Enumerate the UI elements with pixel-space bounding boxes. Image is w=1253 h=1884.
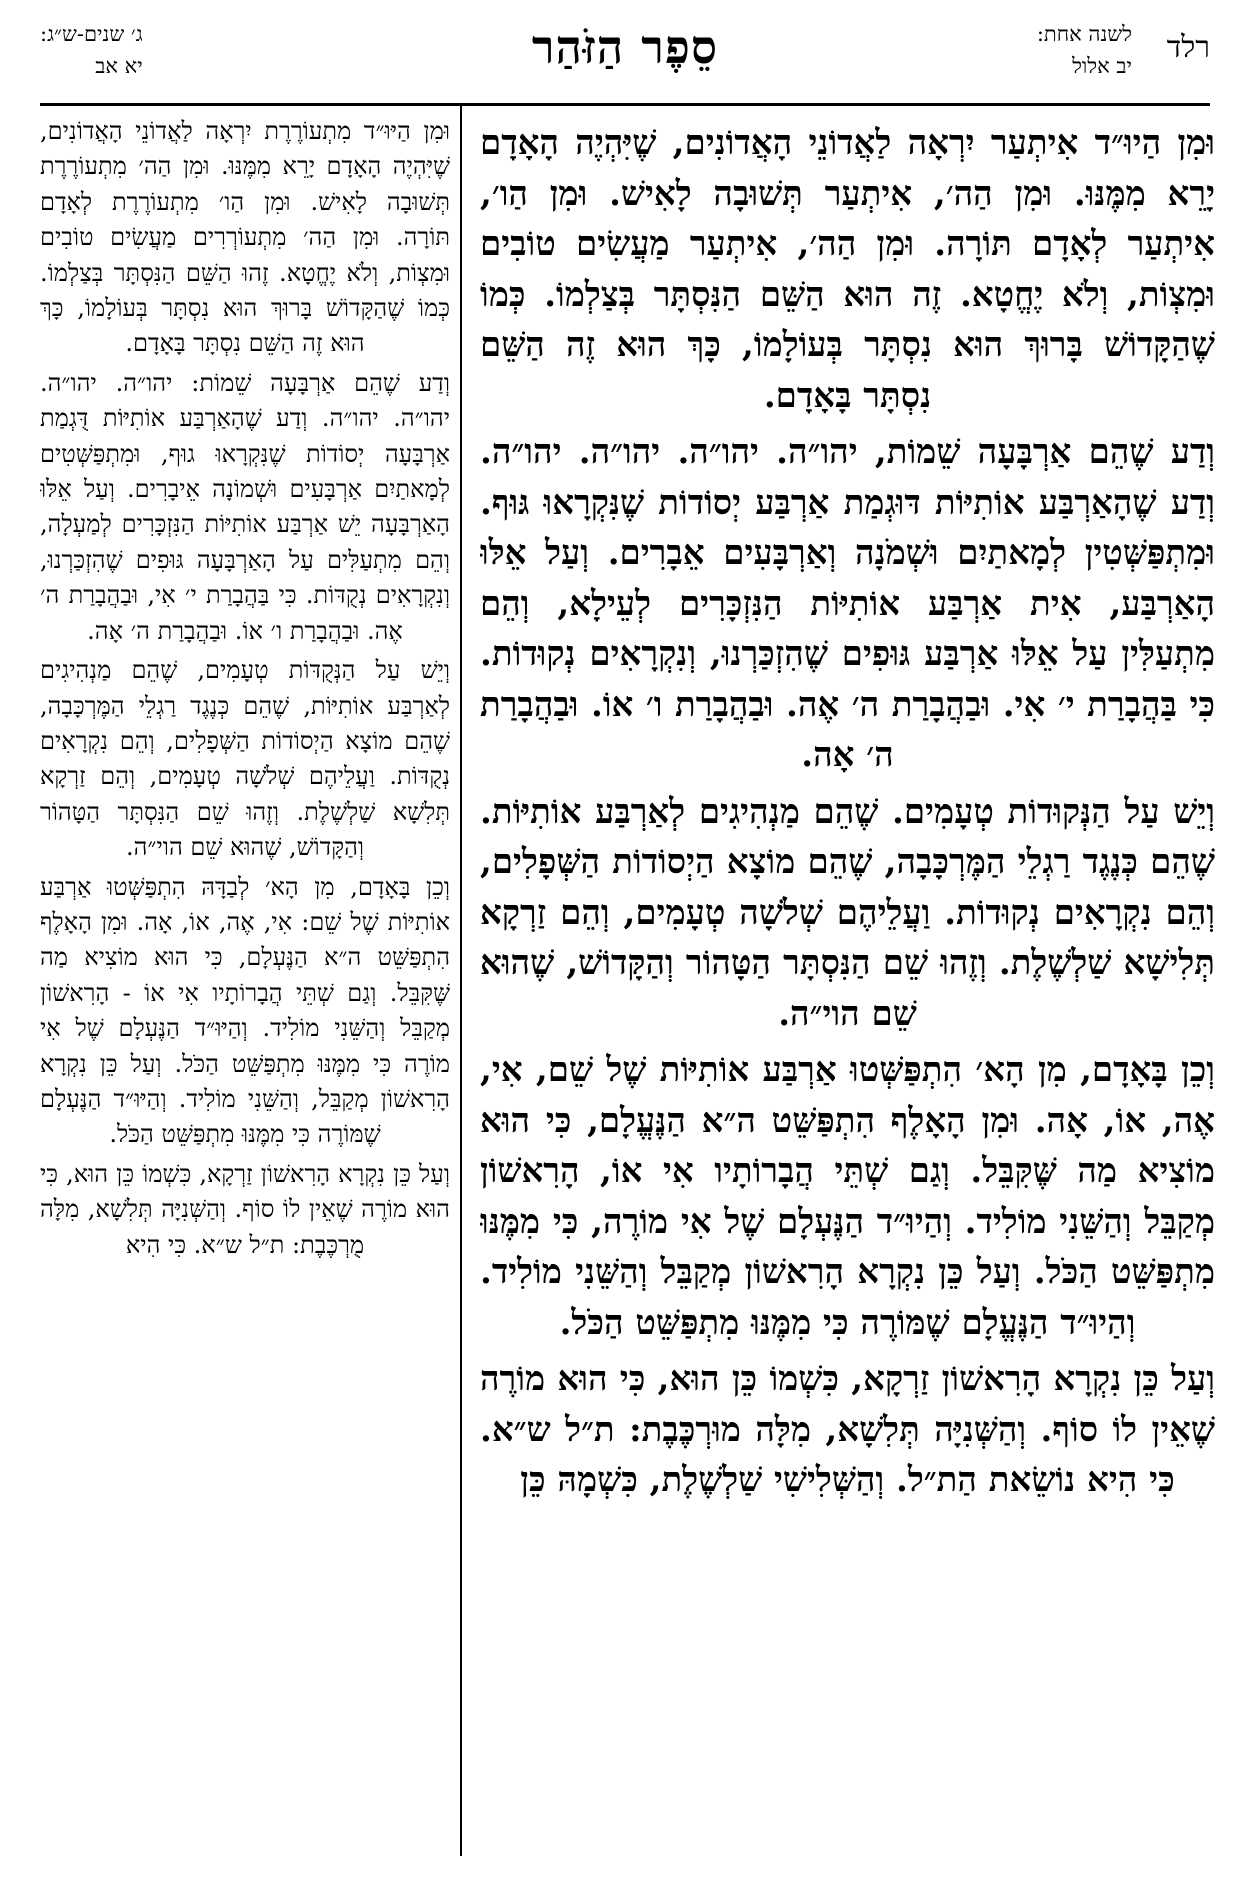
- main-paragraph-4: וְכֵן בָּאָדָם, מִן הָא׳ הִתְפַּשְּׁטוּ אַרְבַּע אוֹתִיּוֹת שֶׁל שֵׁם, אִי, אֶה, אוֹ, אָה. וּמִן הָאָלֶף הִתְפַּשֵּׁט ה״א הַנֶּעֱלָם, כִּי הוּא מוֹצִיא מַה שֶּׁקִּבֵּל. וְגַם שְׁתֵּי הֲבָרוֹתָיו אִי אוֹ, הָרִאשׁוֹן מְקַבֵּל וְהַשֵּׁנִי מוֹלִיד. וְהַיוּ״ד הַנֶּעְלָם שֶׁל אִי מוֹרֶה, כִּי מִמֶּנּוּ מִתְפַּשֵּׁט הַכֹּל. וְעַל כֵּן נִקְרָא הָרִאשׁוֹן מְקַבֵּל וְהַשֵּׁנִי מוֹלִיד. וְהַיוּ״ד הַנֶּעֱלָם שֶׁמּוֹרֶה כִּי מִמֶּנּוּ מִתְפַּשֵּׁט הַכֹּל.: [480, 1050, 1215, 1343]
- three-year-label: ג׳ שנים-ש״ג:: [40, 22, 143, 46]
- side-paragraph-4: וְכֵן בָּאָדָם, מִן הָא׳ לְבַדָּהּ הִתְפַּשְּׁטוּ אַרְבַּע אוֹתִיּוֹת שֶׁל שֵׁם: אִי, אֶה, אוֹ, אָה. וּמִן הָאָלֶף הִתְפַּשֵּׁט ה״א הַנֶּעְלָם, כִּי הוּא מוֹצִיא מַה שֶּׁקִּבֵּל. וְגַם שְׁתֵּי הֲבָרוֹתָיו אִי אוֹ - הָרִאשׁוֹן מְקַבֵּל וְהַשֵּׁנִי מוֹלִיד. וְהַיּוּ״ד הַנֶּעְלָם שֶׁל אִי מוֹרֶה כִּי מִמֶּנּוּ מִתְפַּשֵּׁט הַכֹּל. וְעַל כֵּן נִקְרָא הָרִאשׁוֹן מְקַבֵּל, וְהַשֵּׁנִי מוֹלִיד. וְהַיּוּ״ד הַנֶּעְלָם שֶׁמּוֹרֶה כִּי מִמֶּנּוּ מִתְפַּשֵּׁט הַכֹּל.: [40, 872, 450, 1149]
- one-year-label: לשנה אחת:: [1036, 22, 1132, 46]
- main-paragraph-1: וּמִן הַיוּ״ד אִיתְעַר יִרְאָה לַאֲדוֹנֵי הָאֲדוֹנִים, שֶׁיִּהְיֶה הָאָדָם יָרֵא מִמֶּנּוּ. וּמִן הַה׳, אִיתְעַר תְּשׁוּבָה לָאִישׁ. וּמִן הַו׳, אִיתְעַר לְאָדָם תּוֹרָה. וּמִן הַה׳, אִיתְעַר מַעֲשִׂים טוֹבִים וּמִצְוֹת, וְלֹא יֶחֱטָא. זֶה הוּא הַשֵּׁם הַנִּסְתָּר בְּצַלְמוֹ. כְּמוֹ שֶׁהַקָּדוֹשׁ בָּרוּךְ הוּא נִסְתָּר בְּעוֹלָמוֹ, כָּךְ הוּא זֶה הַשֵּׁם נִסְתָּר בָּאָדָם.: [480, 123, 1215, 416]
- side-paragraph-5: וְעַל כֵּן נִקְרָא הָרִאשׁוֹן זַרְקָא, כִּשְׁמוֹ כֵּן הוּא, כִּי הוּא מוֹרֶה שֶׁאֵין לוֹ סוֹף. וְהַשְּׁנִיָּה תְּלִשָׁא, מִלָּה מֻרְכֶּבֶת: ת״ל ש״א. כִּי הִיא: [40, 1159, 450, 1259]
- main-text-column: [480, 118, 1215, 1863]
- one-year-date: יב אלול: [1072, 54, 1132, 78]
- side-paragraph-3: וְיֵשׁ עַל הַנְּקֻדּוֹת טְעָמִים, שֶׁהֵם מַנְהִיגִים לְאַרְבַּע אוֹתִיּוֹת, שֶׁהֵם כְּנֶגֶד רַגְלֵי הַמֶּרְכָּבָה, שֶׁהֵם מוֹצָא הַיְסוֹדוֹת הַשְּׁפָלִים, וְהֵם נִקְרָאִים נְקֻדּוֹת. וַעֲלֵיהֶם שְׁלֹשָׁה טְעָמִים, וְהֵם זַרְקָא תְּלִשָׁא שַׁלְשֶׁלֶת. וְזֶהוּ שֵׁם הַנִּסְתָּר הַטָּהוֹר וְהַקָּדוֹשׁ, שֶׁהוּא שֵׁם הוי״ה.: [40, 656, 450, 862]
- main-paragraph-2: וְדַע שֶׁהֵם אַרְבָּעָה שֵׁמוֹת, יהו״ה. יהו״ה. יהו״ה. יהו״ה. וְדַע שֶׁהָאַרְבַּע אוֹתִיּוֹת דּוּגְמַת אַרְבַּע יְסוֹדוֹת שֶׁנִּקְרָאוּ גּוּף. וּמִתְפַּשְּׁטִין לְמָאתַיִם וּשְׁמֹנָה וְאַרְבָּעִים אֵבָרִים. וְעַל אֵלּוּ הָאַרְבַּע, אִית אַרְבַּע אוֹתִיּוֹת הַנִּזְכָּרִים לְעֵילָא, וְהֵם מִתְעַלִּין עַל אֵלּוּ אַרְבַּע גּוּפִים שֶׁהִזְכַּרְנוּ, וְנִקְרָאִים נְקוּדוֹת. כִּי בַּהֲבָרַת י׳ אִי. וּבַהֲבָרַת ה׳ אֶה. וּבַהֲבָרַת ו׳ אוֹ. וּבַהֲבָרַת ה׳ אָה.: [480, 432, 1215, 775]
- three-year-date: יא אב: [95, 54, 143, 78]
- main-paragraph-3: וְיֵשׁ עַל הַנְּקוּדוֹת טְעָמִים. שֶׁהֵם מַנְהִיגִים לְאַרְבַּע אוֹתִיּוֹת. שֶׁהֵם כְּנֶגֶד רַגְלֵי הַמֶּרְכָּבָה, שֶׁהֵם מוֹצָא הַיְסוֹדוֹת הַשְּׁפָלִים, וְהֵם נִקְרָאִים נְקוּדוֹת. וַעֲלֵיהֶם שְׁלֹשָׁה טְעָמִים, וְהֵם זַרְקָא תְּלִישָׁא שַׁלְשֶׁלֶת. וְזֶהוּ שֵׁם הַנִּסְתָּר הַטָּהוֹר וְהַקָּדוֹשׁ, שֶׁהוּא שֵׁם הוי״ה.: [480, 791, 1215, 1034]
- page-header: [40, 8, 1210, 106]
- header-rule: [40, 103, 1210, 106]
- side-text-column: [40, 114, 450, 1864]
- column-divider: [460, 106, 462, 1856]
- three-year-schedule: [40, 18, 143, 82]
- book-title: סֵפֶר הַזֹּהַר: [531, 20, 719, 74]
- page-number: רלד: [1166, 30, 1210, 65]
- side-paragraph-2: וְדַע שֶׁהֵם אַרְבָּעָה שֵׁמוֹת: יהו״ה. יהו״ה. יהו״ה. יהו״ה. וְדַע שֶׁהָאַרְבַּע אוֹתִיּוֹת דֻּגְמַת אַרְבָּעָה יְסוֹדוֹת שֶׁנִּקְרָאוּ גוּף, וּמִתְפַּשְּׁטִים לְמָאתַיִם אַרְבָּעִים וּשְׁמוֹנָה אֵיבָרִים. וְעַל אֵלּוּ הָאַרְבָּעָה יֵשׁ אַרְבַּע אוֹתִיּוֹת הַנִּזְכָּרִים לְמַעְלָה, וְהֵם מִתְעַלִּים עַל הָאַרְבָּעָה גּוּפִים שֶׁהִזְכַּרְנוּ, וְנִקְרָאִים נְקֻדּוֹת. כִּי בַּהֲבָרַת י׳ אִי, וּבַהֲבָרַת ה׳ אֶה. וּבַהֲבָרַת ו׳ אוֹ. וּבַהֲבָרַת ה׳ אָה.: [40, 368, 450, 645]
- main-paragraph-5: וְעַל כֵּן נִקְרָא הָרִאשׁוֹן זַרְקָא, כִּשְׁמוֹ כֵּן הוּא, כִּי הוּא מוֹרֶה שֶׁאֵין לוֹ סוֹף. וְהַשְּׁנִיָּה תְּלִשָׁא, מִלָּה מוּרְכֶּבֶת: ת״ל ש״א. כִּי הִיא נוֹשֵׂאת הַת״ל. וְהַשְּׁלִישִׁי שַׁלְשֶׁלֶת, כִּשְׁמָהּ כֵּן: [480, 1359, 1215, 1500]
- side-paragraph-1: וּמִן הַיּוּ״ד מִתְעוֹרֶרֶת יִרְאָה לַאֲדוֹנֵי הָאֲדוֹנִים, שֶׁיִּהְיֶה הָאָדָם יָרֵא מִמֶּנּוּ. וּמִן הַה׳ מִתְעוֹרֶרֶת תְּשׁוּבָה לָאִישׁ. וּמִן הַו׳ מִתְעוֹרֶרֶת לְאָדָם תּוֹרָה. וּמִן הַה׳ מִתְעוֹרְרִים מַעֲשִׂים טוֹבִים וּמִצְוֹת, וְלֹא יֶחֱטָא. זֶהוּ הַשֵּׁם הַנִּסְתָּר בְּצַלְמוֹ. כְּמוֹ שֶׁהַקָּדוֹשׁ בָּרוּךְ הוּא נִסְתָּר בְּעוֹלָמוֹ, כָּךְ הוּא זֶה הַשֵּׁם נִסְתָּר בָּאָדָם.: [40, 117, 450, 358]
